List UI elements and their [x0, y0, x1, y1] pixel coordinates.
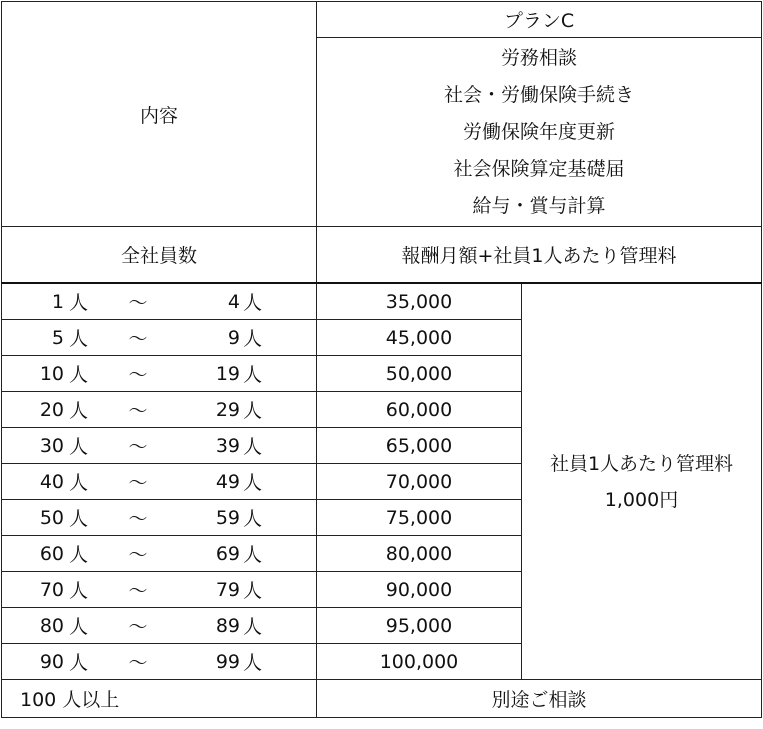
tilde: 〜 [128, 292, 148, 314]
unit-label: 人 [68, 400, 88, 422]
fee-header: 報酬月額+社員1人あたり管理料 [317, 227, 762, 284]
range-to: 59 [215, 506, 240, 529]
fee-cell: 35,000 [317, 283, 522, 320]
range-from: 30 [39, 434, 64, 457]
unit-label: 人 [242, 292, 262, 314]
range-cell [2, 283, 317, 320]
range-cell [2, 356, 317, 392]
tilde: 〜 [128, 616, 148, 638]
unit-label: 人 [68, 364, 88, 386]
table-row [2, 283, 762, 320]
range-cell [2, 644, 317, 680]
range-cell [2, 572, 317, 608]
content-label: 内容 [2, 2, 317, 227]
fee-cell: 60,000 [317, 392, 522, 428]
range-to: 4 [227, 290, 240, 313]
unit-label: 人 [68, 508, 88, 530]
range-from: 40 [39, 470, 64, 493]
tilde: 〜 [128, 508, 148, 530]
tilde: 〜 [128, 436, 148, 458]
range-to: 9 [227, 326, 240, 349]
unit-label: 人 [68, 616, 88, 638]
tilde: 〜 [128, 580, 148, 602]
service-list [317, 38, 762, 227]
range-cell [2, 392, 317, 428]
tilde: 〜 [128, 652, 148, 674]
fee-cell: 70,000 [317, 464, 522, 500]
table-row [2, 680, 762, 718]
range-cell [2, 464, 317, 500]
unit-label: 人 [242, 508, 262, 530]
range-to: 19 [215, 362, 240, 385]
service-item: 社会・労働保険手続き [443, 83, 634, 106]
employee-count-label: 全社員数 [2, 227, 317, 284]
range-to: 79 [215, 578, 240, 601]
unit-label: 人 [68, 472, 88, 494]
pricing-table [1, 1, 762, 718]
service-item: 給与・賞与計算 [472, 194, 606, 217]
per-person-cell [522, 283, 762, 680]
unit-label: 人 [242, 400, 262, 422]
tilde: 〜 [128, 328, 148, 350]
range-cell [2, 536, 317, 572]
unit-label: 人 [242, 364, 262, 386]
service-item: 労働保険年度更新 [462, 120, 615, 143]
per-person-label: 社員1人あたり管理料 [549, 452, 734, 475]
range-from: 80 [39, 614, 64, 637]
unit-label: 人 [68, 580, 88, 602]
tilde: 〜 [128, 364, 148, 386]
range-from: 60 [39, 542, 64, 565]
range-from: 5 [51, 326, 64, 349]
fee-cell: 50,000 [317, 356, 522, 392]
range-to: 99 [215, 650, 240, 673]
unit-label: 人 [68, 436, 88, 458]
range-cell [2, 428, 317, 464]
fee-cell: 95,000 [317, 608, 522, 644]
over-100-fee: 別途ご相談 [317, 680, 762, 718]
fee-cell: 65,000 [317, 428, 522, 464]
unit-label: 人 [68, 292, 88, 314]
range-from: 90 [39, 650, 64, 673]
per-person-fee: 1,000円 [604, 488, 679, 511]
range-from: 10 [39, 362, 64, 385]
fee-cell: 100,000 [317, 644, 522, 680]
unit-label: 人 [242, 436, 262, 458]
unit-label: 人 [68, 544, 88, 566]
range-from: 20 [39, 398, 64, 421]
fee-cell: 90,000 [317, 572, 522, 608]
unit-label: 人 [242, 328, 262, 350]
range-to: 29 [215, 398, 240, 421]
unit-label: 人 [68, 328, 88, 350]
range-to: 69 [215, 542, 240, 565]
range-cell [2, 608, 317, 644]
range-to: 89 [215, 614, 240, 637]
fee-cell: 45,000 [317, 320, 522, 356]
service-item: 社会保険算定基礎届 [453, 157, 625, 180]
tilde: 〜 [128, 544, 148, 566]
over-100-label: 100 人以上 [2, 680, 317, 718]
plan-title: プランC [317, 2, 762, 38]
fee-cell: 75,000 [317, 500, 522, 536]
fee-cell: 80,000 [317, 536, 522, 572]
service-item: 労務相談 [500, 46, 577, 69]
range-cell [2, 320, 317, 356]
tilde: 〜 [128, 400, 148, 422]
range-from: 1 [51, 290, 64, 313]
unit-label: 人 [242, 544, 262, 566]
unit-label: 人 [242, 580, 262, 602]
range-cell [2, 500, 317, 536]
range-from: 50 [39, 506, 64, 529]
unit-label: 人 [242, 616, 262, 638]
range-to: 49 [215, 470, 240, 493]
range-to: 39 [215, 434, 240, 457]
range-from: 70 [39, 578, 64, 601]
unit-label: 人 [242, 652, 262, 674]
unit-label: 人 [68, 652, 88, 674]
tilde: 〜 [128, 472, 148, 494]
unit-label: 人 [242, 472, 262, 494]
